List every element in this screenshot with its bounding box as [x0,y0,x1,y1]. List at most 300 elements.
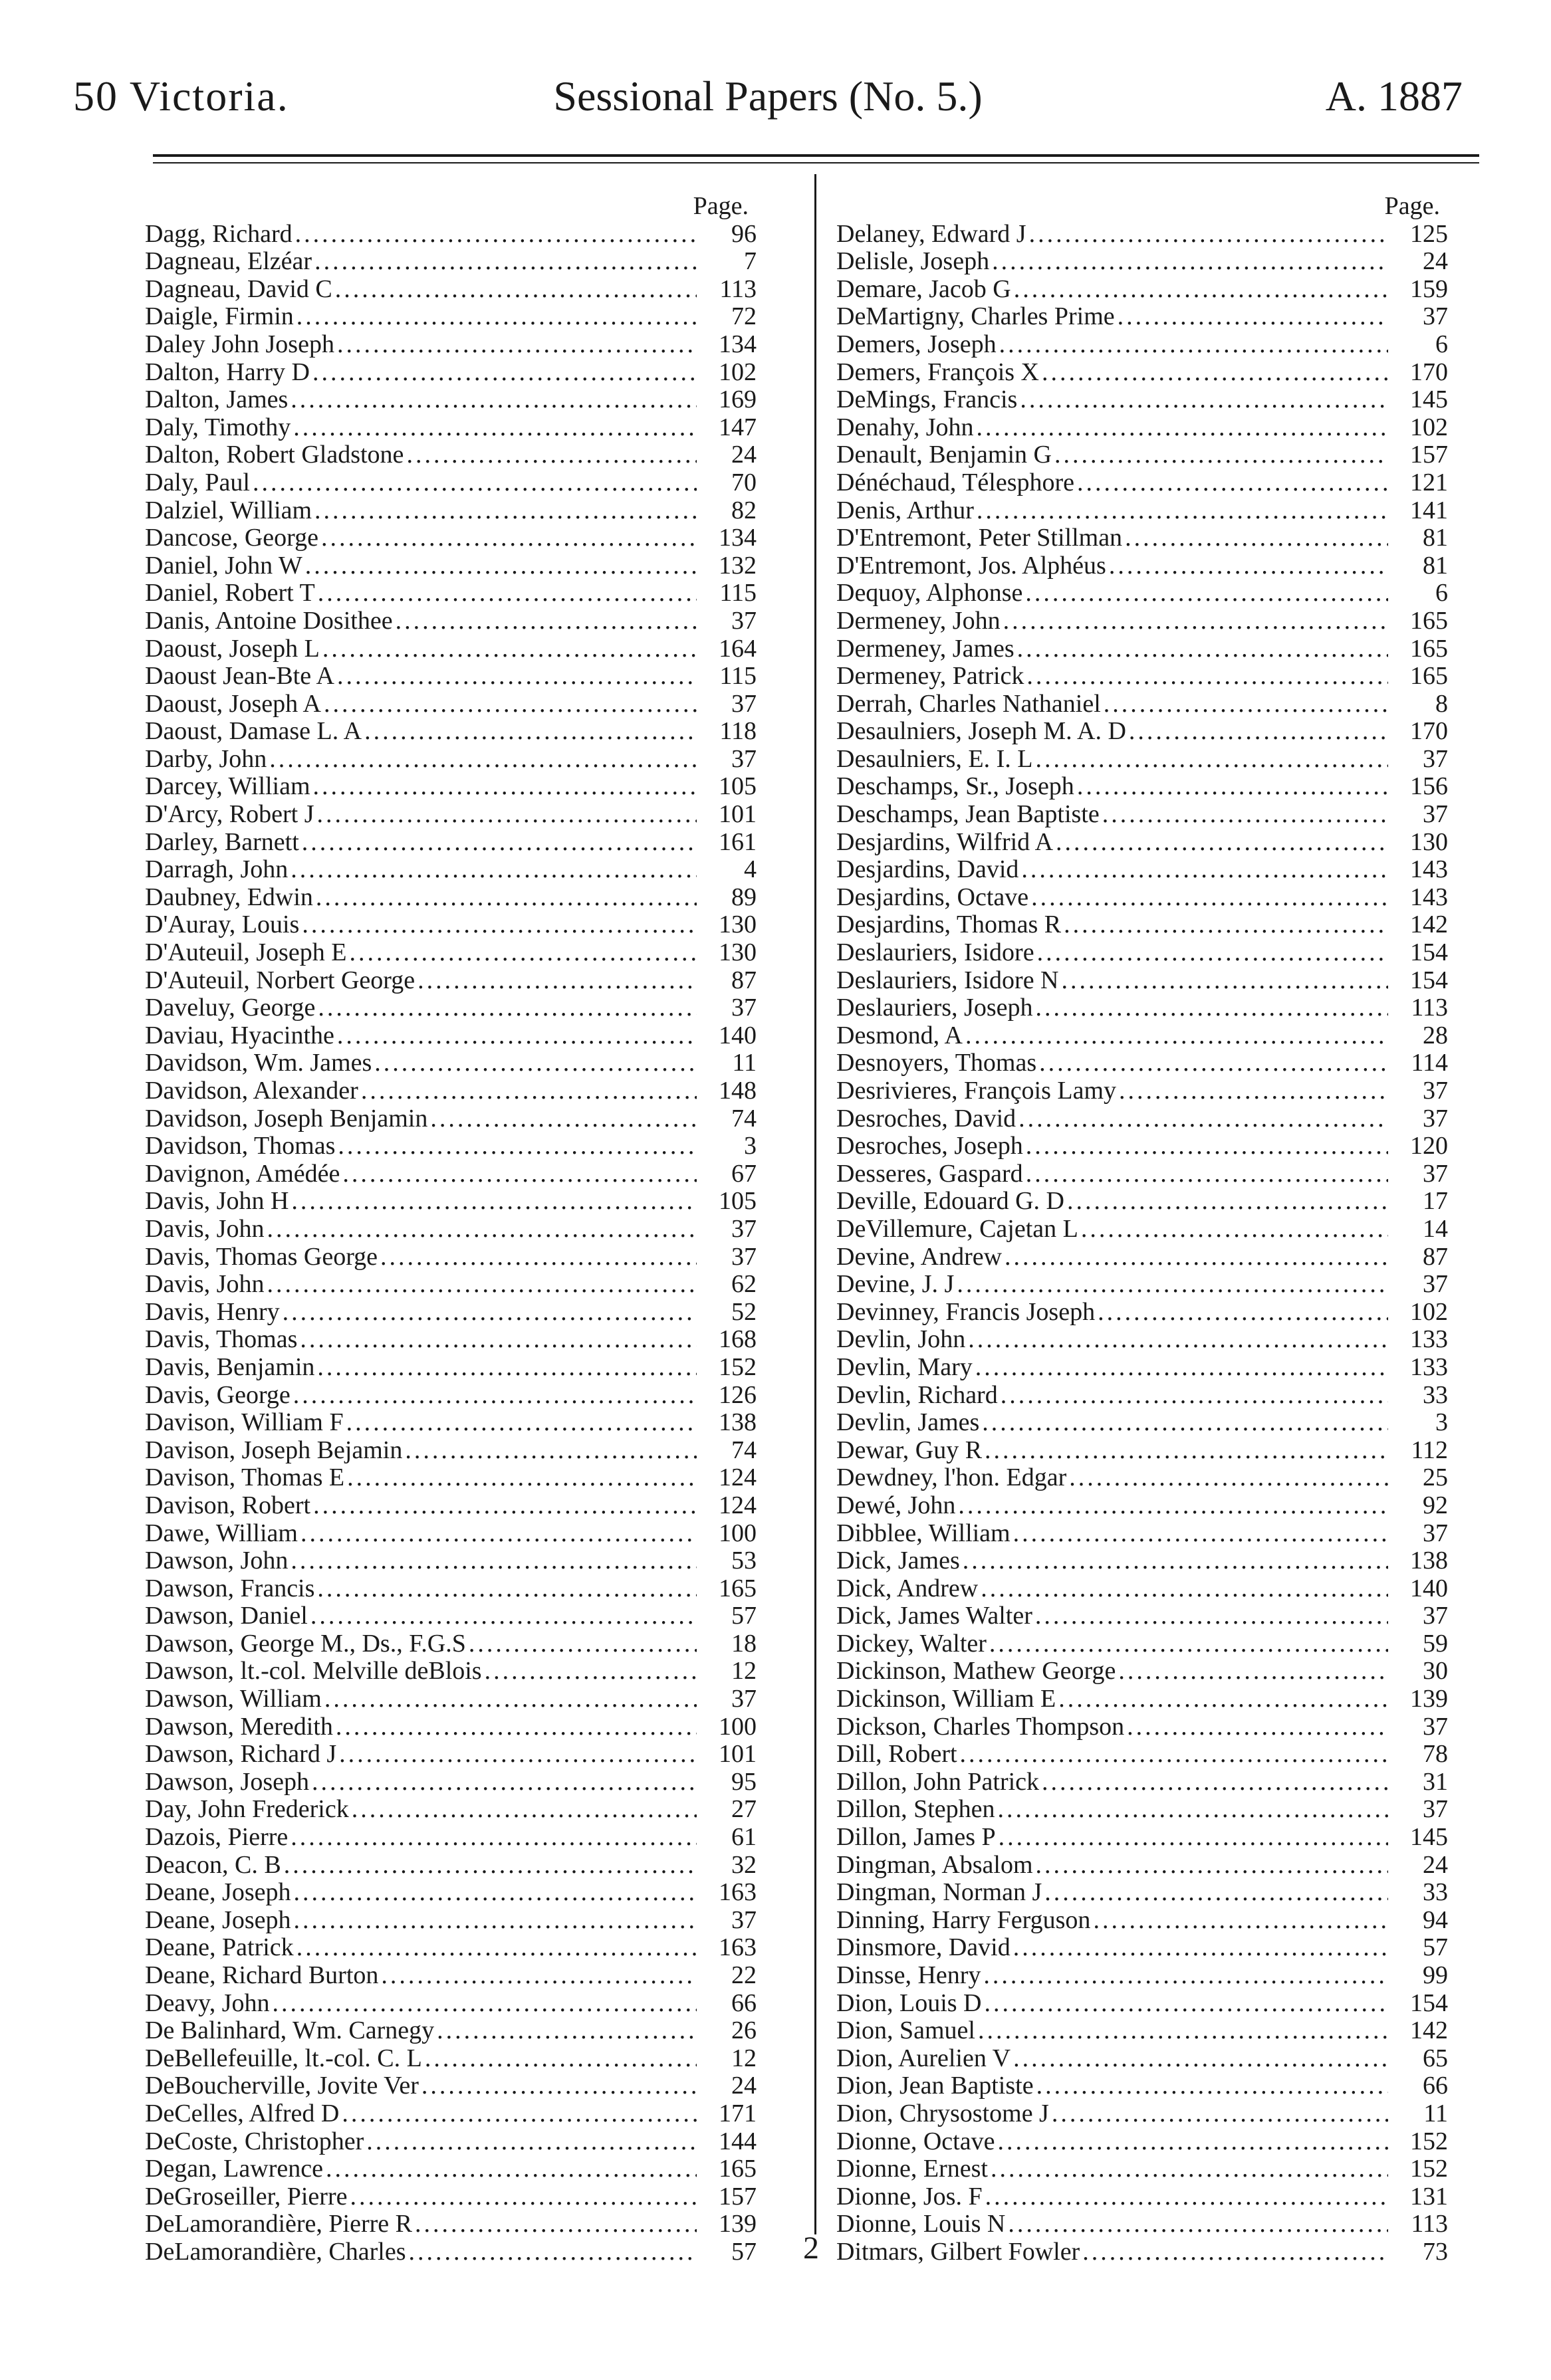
dot-leader [340,1160,697,1188]
entry-name: Dillon, Stephen [836,1796,995,1824]
entry-name: Dickinson, William E [836,1685,1056,1713]
entry-page-number: 37 [731,607,757,635]
index-entry [836,1049,1448,1077]
entry-page-number: 82 [731,496,757,524]
entry-name: Darby, John [145,745,267,773]
entry-name: DeBellefeuille, lt.-col. C. L [145,2044,422,2072]
entry-page-number: 66 [1423,2072,1448,2100]
entry-page-number: 14 [1423,1215,1448,1243]
index-entry [145,1354,757,1382]
index-entry [836,1326,1448,1354]
entry-page-number: 37 [731,1906,757,1934]
index-entry [145,1852,757,1880]
entry-name: Dick, James [836,1547,960,1575]
entry-page-number: 57 [731,2238,757,2266]
entry-name: Deville, Edouard G. D [836,1188,1064,1216]
dot-leader [954,1271,1388,1299]
dot-leader [322,1685,697,1713]
entry-page-number: 87 [731,966,757,994]
dot-leader [482,1658,697,1685]
index-entry [145,331,757,359]
index-entry [145,1879,757,1907]
dot-leader [314,1575,697,1603]
entry-name: Deavy, John [145,1989,270,2017]
dot-leader [312,248,697,276]
index-entry [145,718,757,746]
entry-name: Desseres, Gaspard [836,1160,1023,1188]
dot-leader [281,1852,697,1880]
entry-page-number: 8 [1435,690,1448,718]
entry-name: Dion, Aurelien V [836,2044,1011,2072]
index-entry [145,2072,757,2100]
entry-page-number: 30 [1423,1658,1448,1685]
entry-name: Devine, Andrew [836,1243,1003,1271]
dot-leader [334,663,697,691]
index-entry [145,1685,757,1713]
entry-name: Dermeney, James [836,635,1014,663]
entry-name: Deschamps, Sr., Joseph [836,773,1074,801]
entry-name: Dickinson, Mathew George [836,1658,1116,1685]
index-entry [145,635,757,663]
index-entry [836,441,1448,469]
dot-leader [1022,580,1388,607]
index-entry [836,607,1448,635]
dot-leader [294,1934,697,1962]
entry-page-number: 113 [1411,2211,1448,2238]
header-year: A. 1887 [1325,72,1463,120]
entry-page-number: 152 [719,1353,757,1381]
entry-page-number: 164 [719,635,757,663]
index-entry [836,1630,1448,1658]
entry-page-number: 37 [1423,1602,1448,1630]
entry-page-number: 142 [1410,911,1448,939]
entry-page-number: 87 [1423,1243,1448,1271]
index-entry [836,221,1448,249]
entry-page-number: 94 [1423,1906,1448,1934]
entry-name: Dagg, Richard [145,220,293,248]
entry-name: Dingman, Absalom [836,1851,1033,1879]
entry-page-number: 28 [1423,1022,1448,1049]
index-entry [145,1713,757,1741]
dot-leader [288,386,697,414]
index-entry [145,524,757,552]
entry-name: Dingman, Norman J [836,1879,1042,1907]
dot-leader [419,2072,697,2100]
entry-name: Deane, Joseph [145,1906,291,1934]
entry-page-number: 101 [719,1741,757,1769]
entry-name: Degan, Lawrence [145,2155,323,2183]
entry-name: Daniel, John W [145,552,302,580]
entry-name: DeGroseiller, Pierre [145,2183,348,2211]
entry-page-number: 37 [731,994,757,1022]
entry-name: Dionne, Jos. F [836,2183,983,2211]
entry-name: D'Auray, Louis [145,911,300,939]
entry-name: Dancose, George [145,524,318,552]
entry-name: Davis, George [145,1381,291,1409]
entry-name: Ditmars, Gilbert Fowler [836,2238,1080,2266]
entry-name: Dick, Andrew [836,1574,979,1602]
entry-page-number: 67 [731,1160,757,1188]
index-entry [836,635,1448,663]
index-entry [145,1133,757,1160]
dot-leader [988,2155,1388,2183]
signature-mark: 2 [803,2230,819,2266]
entry-name: Davis, John H [145,1188,289,1216]
entry-name: Denahy, John [836,413,974,441]
dot-leader [1042,1879,1388,1907]
dot-leader [1064,1188,1388,1216]
entry-name: Dermeney, John [836,607,1001,635]
index-entry [836,1244,1448,1271]
entry-page-number: 154 [1410,966,1448,994]
entry-name: Deslauriers, Isidore N [836,966,1059,994]
index-entry [145,773,757,801]
dot-leader [312,497,697,525]
entry-page-number: 81 [1423,552,1448,580]
dot-leader [334,331,697,359]
entry-name: Demers, François X [836,358,1039,386]
index-entry [145,1962,757,1990]
index-entry [145,276,757,304]
dot-leader [310,773,697,801]
entry-name: Davis, John [145,1215,265,1243]
index-entry [145,1907,757,1935]
dot-leader [1039,359,1388,387]
entry-page-number: 165 [1410,635,1448,663]
dot-leader [1028,884,1388,912]
entry-name: Dinsmore, David [836,1934,1011,1962]
index-entry [836,1133,1448,1160]
index-entry [836,359,1448,387]
dot-leader [310,1492,697,1520]
index-entry [145,1022,757,1050]
dot-leader [1074,469,1388,497]
dot-leader [347,2183,697,2211]
index-entry [145,2128,757,2156]
entry-name: Deschamps, Jean Baptiste [836,801,1100,829]
dot-leader [1034,2072,1388,2100]
dot-leader [1124,1713,1388,1741]
entry-name: Desroches, Joseph [836,1133,1023,1160]
entry-name: Desmond, A [836,1022,963,1049]
dot-leader [1032,1602,1388,1630]
entry-name: Dibblee, William [836,1519,1011,1547]
index-entry [145,1547,757,1575]
dot-leader [321,691,697,718]
index-entry [836,1520,1448,1548]
index-entry [836,276,1448,304]
index-entry [836,994,1448,1022]
entry-page-number: 37 [1423,1796,1448,1824]
dot-leader [309,1769,697,1796]
entry-page-number: 170 [1410,718,1448,746]
index-entry [836,829,1448,857]
entry-name: De Balinhard, Wm. Carnegy [145,2017,435,2045]
entry-name: DeBoucherville, Jovite Ver [145,2072,419,2100]
entry-name: Dagneau, David C [145,275,332,303]
entry-page-number: 37 [1423,1160,1448,1188]
dot-leader [1014,635,1388,663]
dot-leader [1066,1464,1388,1492]
index-entry [145,663,757,691]
entry-page-number: 156 [1410,773,1448,801]
index-entry [836,1990,1448,2018]
index-entry [145,1160,757,1188]
entry-name: Denault, Benjamin G [836,441,1052,469]
index-entry [145,967,757,995]
dot-leader [288,1547,697,1575]
index-entry [836,1796,1448,1824]
entry-name: DeMings, Francis [836,386,1018,414]
index-entry [836,884,1448,912]
dot-leader [982,1990,1389,2018]
entry-page-number: 11 [732,1049,757,1077]
entry-name: Daniel, Robert T [145,580,315,607]
index-entry [836,248,1448,276]
entry-page-number: 78 [1423,1741,1448,1769]
entry-name: Devlin, Mary [836,1353,973,1381]
entry-name: Daly, Timothy [145,413,291,441]
index-entry [145,1409,757,1437]
entry-name: Devlin, John [836,1326,966,1354]
index-entry [145,1077,757,1105]
entry-page-number: 100 [719,1713,757,1741]
entry-page-number: 163 [719,1879,757,1907]
index-entry [836,1409,1448,1437]
index-entry [145,552,757,580]
entry-page-number: 120 [1410,1133,1448,1160]
entry-name: Dawson, Joseph [145,1768,309,1796]
dot-leader [1033,1852,1388,1880]
dot-leader [291,414,697,442]
index-entry [145,2183,757,2211]
entry-name: DeCelles, Alfred D [145,2100,340,2127]
dot-leader [402,1437,697,1465]
dot-leader [422,2045,697,2073]
entry-page-number: 37 [731,690,757,718]
entry-page-number: 24 [1423,248,1448,276]
entry-page-number: 165 [719,2155,757,2183]
entry-name: D'Auteuil, Joseph E [145,939,347,967]
index-entry [836,497,1448,525]
dot-leader [979,1409,1388,1437]
entry-page-number: 139 [719,2211,757,2238]
index-entry [145,994,757,1022]
index-entry [145,414,757,442]
entry-name: Dawson, Meredith [145,1713,333,1741]
dot-leader [264,1271,697,1299]
entry-name: Day, John Frederick [145,1796,349,1824]
entry-name: DeVillemure, Cajetan L [836,1215,1078,1243]
index-entry [145,939,757,967]
entry-page-number: 96 [731,220,757,248]
entry-name: Davis, John [145,1271,265,1299]
dot-leader [406,2238,697,2266]
index-entry [836,552,1448,580]
header-rule-thick [153,154,1479,157]
entry-name: Daigle, Firmin [145,303,294,331]
entry-name: Deslauriers, Joseph [836,994,1033,1022]
entry-page-number: 114 [1411,1049,1448,1077]
entry-page-number: 152 [1410,2155,1448,2183]
dot-leader [1115,303,1388,331]
entry-page-number: 102 [1410,1298,1448,1326]
entry-page-number: 7 [744,248,757,276]
dot-leader [957,1741,1388,1769]
dot-leader [349,1796,697,1824]
entry-page-number: 132 [719,552,757,580]
entry-page-number: 154 [1410,939,1448,967]
entry-name: Dalton, Harry D [145,358,310,386]
entry-page-number: 100 [719,1519,757,1547]
entry-name: Dequoy, Alphonse [836,580,1023,607]
entry-page-number: 31 [1423,1768,1448,1796]
index-entry [145,1990,757,2018]
entry-page-number: 89 [731,883,757,911]
entry-name: Daviau, Hyacinthe [145,1022,334,1049]
entry-page-number: 33 [1423,1879,1448,1907]
entry-name: Daveluy, George [145,994,316,1022]
entry-page-number: 22 [731,1962,757,1989]
dot-leader [333,1713,697,1741]
entry-page-number: 113 [719,275,757,303]
entry-page-number: 70 [731,469,757,496]
dot-leader [981,1962,1388,1990]
dot-leader [1002,1244,1388,1271]
index-column-right [836,193,1448,2266]
entry-page-number: 165 [1410,607,1448,635]
entry-name: D'Auteuil, Norbert George [145,966,416,994]
dot-leader [412,2211,697,2238]
entry-name: Daubney, Edwin [145,883,313,911]
entry-name: Dionne, Ernest [836,2155,988,2183]
entry-page-number: 105 [719,773,757,801]
entry-page-number: 59 [1423,1630,1448,1658]
entry-page-number: 125 [1410,220,1448,248]
dot-leader [995,1796,1388,1824]
index-entry [836,663,1448,691]
dot-leader [378,1244,697,1271]
dot-leader [1036,1049,1388,1077]
entry-name: Deane, Patrick [145,1934,294,1962]
dot-leader [998,1382,1388,1410]
entry-name: Devine, J. J [836,1271,955,1299]
index-entry [836,1741,1448,1769]
entry-page-number: 37 [1423,801,1448,829]
dot-leader [1126,718,1388,746]
entry-name: Davis, Benjamin [145,1353,315,1381]
dot-leader [1116,1658,1388,1685]
dot-leader [1034,939,1388,967]
dot-leader [332,276,697,304]
entry-page-number: 165 [719,1574,757,1602]
entry-page-number: 101 [719,801,757,829]
index-entry [836,801,1448,829]
entry-page-number: 57 [1423,1934,1448,1962]
dot-leader [996,1824,1388,1852]
dot-leader [291,1382,697,1410]
index-entry [836,1437,1448,1465]
index-entry [145,2211,757,2238]
entry-page-number: 12 [731,1658,757,1685]
entry-page-number: 37 [1423,1077,1448,1105]
entry-page-number: 37 [731,1243,757,1271]
entry-page-number: 145 [1410,386,1448,414]
index-entry [836,691,1448,718]
dot-leader [291,1879,697,1907]
dot-leader [1016,1105,1388,1133]
entry-name: Desaulniers, Joseph M. A. D [836,718,1126,746]
dot-leader [298,1520,697,1548]
entry-name: Danis, Antoine Dosithee [145,607,393,635]
dot-leader [415,967,697,995]
entry-page-number: 105 [719,1188,757,1216]
entry-page-number: 118 [719,718,757,746]
entry-page-number: 102 [1410,413,1448,441]
entry-page-number: 66 [731,1989,757,2017]
index-entry [836,1907,1448,1935]
entry-page-number: 25 [1423,1464,1448,1492]
entry-page-number: 138 [719,1409,757,1437]
entry-page-number: 92 [1423,1491,1448,1519]
entry-page-number: 24 [731,441,757,469]
dot-leader [1039,1769,1388,1796]
index-entry [145,221,757,249]
dot-leader [1049,2100,1388,2128]
entry-name: Darragh, John [145,856,289,884]
entry-page-number: 139 [1410,1685,1448,1713]
entry-name: Dionne, Octave [836,2127,995,2155]
index-entry [145,1796,757,1824]
entry-page-number: 24 [731,2072,757,2100]
dot-leader [323,2155,697,2183]
entry-name: Dalton, James [145,386,289,414]
dot-leader [346,939,697,967]
index-entry [145,2100,757,2128]
dot-leader [310,359,697,387]
entry-page-number: 17 [1423,1188,1448,1216]
index-entry [836,2128,1448,2156]
dot-leader [288,1824,697,1852]
dot-leader [293,221,697,249]
index-entry [836,414,1448,442]
dot-leader [1061,911,1388,939]
entry-name: Davidson, Wm. James [145,1049,372,1077]
index-entry [145,607,757,635]
entry-page-number: 154 [1410,1989,1448,2017]
entry-name: Davis, Thomas [145,1326,298,1354]
index-entry [145,1188,757,1216]
entry-name: Daoust Jean-Bte A [145,663,334,691]
entry-page-number: 159 [1410,275,1448,303]
entry-name: Dinsse, Henry [836,1962,981,1989]
dot-leader [955,1492,1388,1520]
entry-page-number: 134 [719,524,757,552]
entry-name: Desjardins, David [836,856,1019,884]
dot-leader [1023,1160,1388,1188]
page-column-label: Page. [1384,192,1440,220]
entry-name: Desjardins, Wilfrid A [836,828,1054,856]
entry-page-number: 143 [1410,883,1448,911]
entry-page-number: 113 [1411,994,1448,1022]
entry-name: Dawson, Francis [145,1574,315,1602]
index-entry [836,939,1448,967]
dot-leader [1095,1299,1388,1327]
entry-page-number: 37 [1423,745,1448,773]
dot-leader [1001,607,1388,635]
index-entry [836,1382,1448,1410]
index-entry [836,1852,1448,1880]
